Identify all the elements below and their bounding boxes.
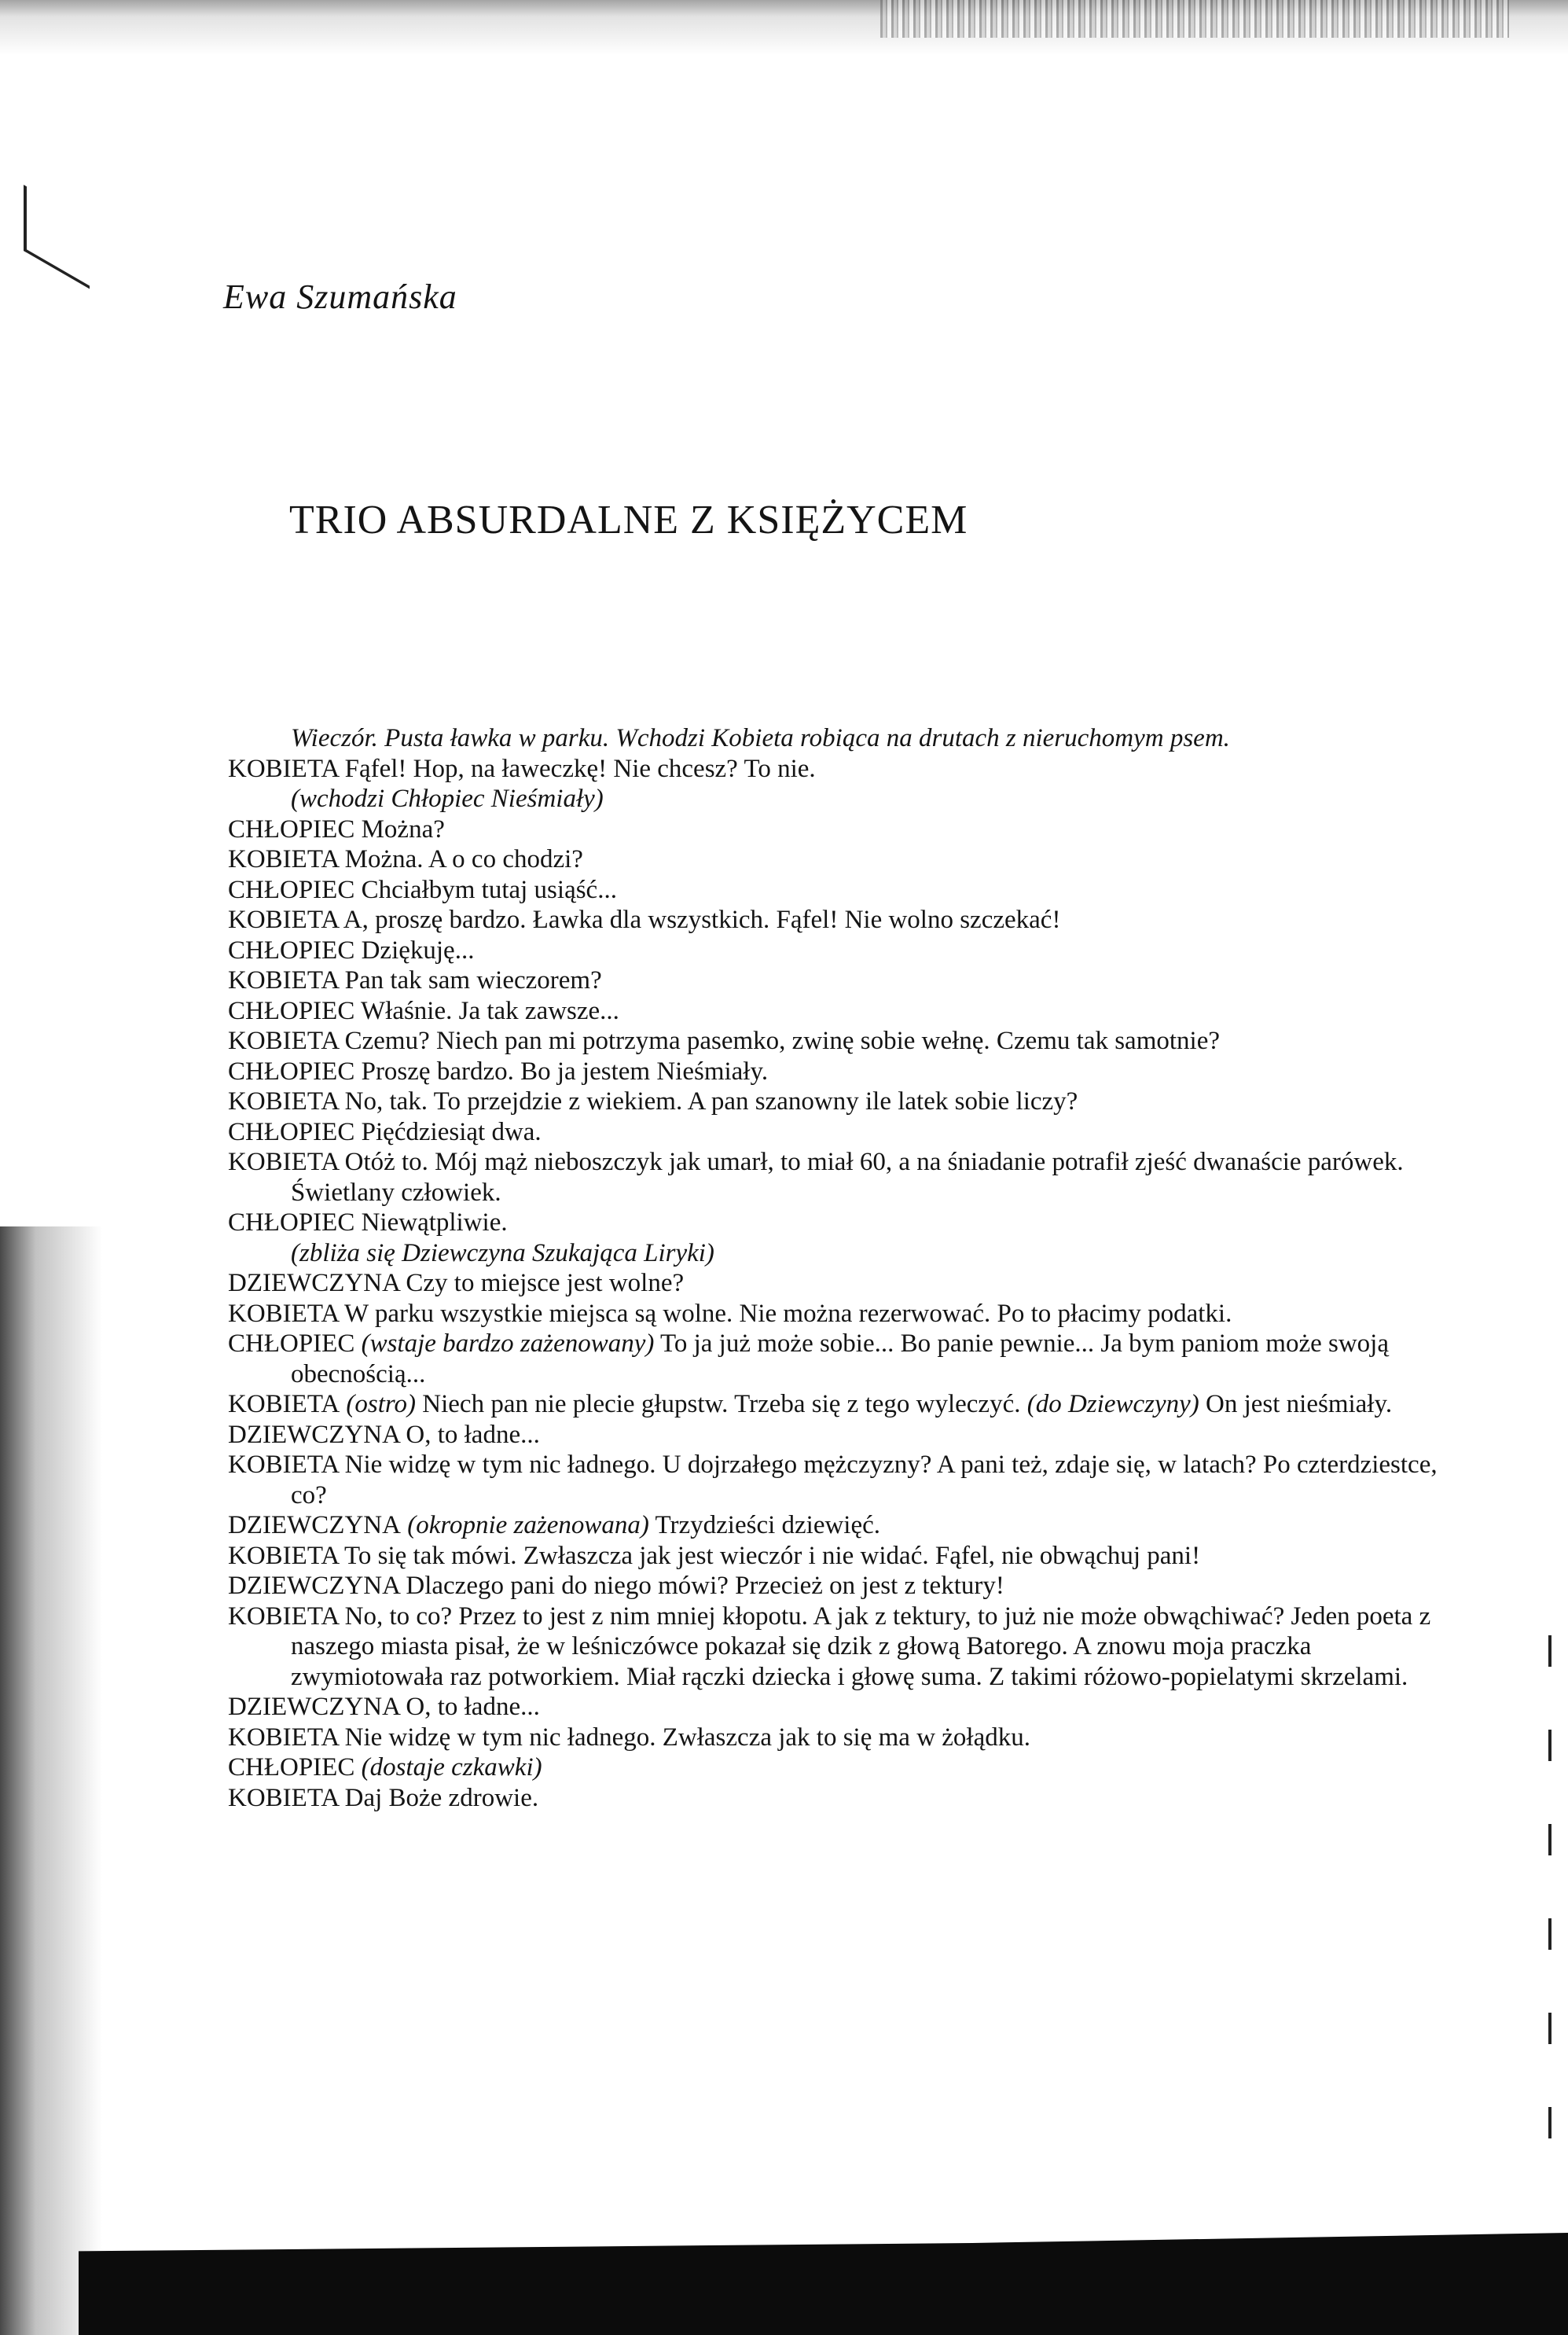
line-text: On jest nieśmiały. — [1199, 1390, 1393, 1418]
speaker-name: KOBIETA — [228, 1451, 339, 1479]
dialogue-line — [228, 1389, 1454, 1420]
line-text: Pięćdziesiąt dwa. — [354, 1117, 542, 1146]
line-text: Trzydzieści dziewięć. — [648, 1511, 881, 1539]
speaker-name: KOBIETA — [228, 906, 339, 934]
speaker-name: KOBIETA — [228, 1390, 340, 1418]
dialogue-line — [228, 1147, 1454, 1208]
speaker-name: CHŁOPIEC — [228, 1208, 355, 1237]
speaker-name: KOBIETA — [228, 966, 339, 995]
dialogue-line — [228, 936, 1454, 966]
line-text: Pan tak sam wieczorem? — [338, 966, 602, 995]
speaker-name: KOBIETA — [228, 1601, 339, 1631]
line-text: O, to ładne... — [399, 1420, 540, 1449]
dialogue-line — [228, 1117, 1454, 1148]
line-text: O, to ładne... — [399, 1693, 540, 1721]
inline-direction: (wstaje bardzo zażenowany) — [354, 1329, 655, 1358]
dialogue-line — [228, 1299, 1454, 1329]
dialogue-line — [228, 1601, 1454, 1693]
line-text: Fąfel! Hop, na ławeczkę! Nie chcesz? To nie. — [338, 754, 816, 783]
dialogue-line — [228, 844, 1454, 875]
speaker-name: CHŁOPIEC — [228, 1753, 355, 1782]
scan-bottom-shadow — [79, 2233, 1568, 2335]
line-text: Niech pan nie plecie głupstw. Trzeba się z tego wyleczyć. — [416, 1390, 1021, 1418]
dialogue-line — [228, 1329, 1454, 1389]
scan-right-edge-mark — [1548, 1635, 1551, 2138]
line-text: Dziękuję... — [354, 936, 475, 965]
dialogue-line — [228, 1057, 1454, 1087]
speaker-name: KOBIETA — [228, 845, 339, 873]
line-text: To ja już może sobie... Bo panie pewnie... Ja bym paniom może swoją obecnością... — [291, 1329, 1389, 1388]
line-text: Właśnie. Ja tak zawsze... — [354, 996, 619, 1025]
speaker-name: DZIEWCZYNA — [228, 1269, 400, 1297]
speaker-name: DZIEWCZYNA — [228, 1511, 401, 1539]
line-text: Nie widzę w tym nic ładnego. Zwłaszcza jak to się ma w żołądku. — [338, 1723, 1030, 1752]
line-text: To się tak mówi. Zwłaszcza jak jest wieczór i nie widać. Fąfel, nie obwąchuj pani! — [338, 1541, 1201, 1570]
speaker-name: KOBIETA — [228, 1148, 339, 1176]
dialogue-line — [228, 1692, 1454, 1723]
inline-direction: (dostaje czkawki) — [354, 1753, 542, 1782]
dialogue-line — [228, 1723, 1454, 1753]
line-text: No, tak. To przejdzie z wiekiem. A pan szanowny ile latek sobie liczy? — [338, 1087, 1078, 1116]
speaker-name: CHŁOPIEC — [228, 996, 355, 1025]
opening-direction — [228, 723, 1454, 754]
dialogue-line — [228, 1268, 1454, 1299]
inline-direction: (do Dziewczyny) — [1020, 1390, 1199, 1418]
dialogue-line — [228, 1026, 1454, 1057]
dialogue-line — [228, 996, 1454, 1027]
speaker-name: DZIEWCZYNA — [228, 1693, 400, 1721]
stage-direction — [228, 784, 1454, 814]
line-text: No, to co? Przez to jest z nim mniej kłopotu. A jak z tektury, to już nie może obwąchiwać? Jeden poeta z naszego miasta pisał, że w leśniczówce pokazał się dzik z głową Batorego. A znowu moja praczka zwymiotowała raz potworkiem. Miał rączki dziecka i głowę suma. Z takimi różowo-popielatymi skrzelami. — [291, 1601, 1431, 1691]
line-text: Czy to miejsce jest wolne? — [399, 1269, 685, 1297]
line-text: Chciałbym tutaj usiąść... — [354, 875, 617, 904]
dialogue-line — [228, 965, 1454, 996]
direction-text: Wieczór. Pusta ławka w parku. Wchodzi Kobieta robiąca na drutach z nieruchomym psem. — [291, 724, 1230, 752]
scan-top-noise — [880, 0, 1509, 38]
dialogue-line — [228, 1541, 1454, 1572]
line-text: Czemu? Niech pan mi potrzyma pasemko, zwinę sobie wełnę. Czemu tak samotnie? — [338, 1027, 1221, 1055]
speaker-name: CHŁOPIEC — [228, 1117, 355, 1146]
line-text: Otóż to. Mój mąż nieboszczyk jak umarł, to miał 60, a na śniadanie potrafił zjeść dwanaście parówek. Świetlany człowiek. — [291, 1148, 1404, 1207]
line-text: A, proszę bardzo. Ławka dla wszystkich. Fąfel! Nie wolno szczekać! — [338, 906, 1061, 934]
line-text: Daj Boże zdrowie. — [338, 1783, 539, 1812]
line-text: Można. A o co chodzi? — [338, 845, 583, 873]
stage-direction — [228, 1238, 1454, 1269]
dialogue-line — [228, 754, 1454, 785]
direction-text: (zbliża się Dziewczyna Szukająca Liryki) — [291, 1238, 714, 1267]
line-text: W parku wszystkie miejsca są wolne. Nie można rezerwować. Po to płacimy podatki. — [338, 1299, 1232, 1328]
speaker-name: KOBIETA — [228, 754, 339, 783]
play-title: TRIO ABSURDALNE Z KSIĘŻYCEM — [289, 498, 968, 542]
dialogue-line — [228, 1208, 1454, 1238]
dialogue-line — [228, 1752, 1454, 1783]
speaker-name: CHŁOPIEC — [228, 936, 355, 965]
line-text: Proszę bardzo. Bo ja jestem Nieśmiały. — [354, 1057, 769, 1086]
dialogue-line — [228, 875, 1454, 906]
speaker-name: CHŁOPIEC — [228, 814, 355, 844]
speaker-name: KOBIETA — [228, 1541, 339, 1570]
speaker-name: DZIEWCZYNA — [228, 1572, 400, 1600]
direction-text: (wchodzi Chłopiec Nieśmiały) — [291, 785, 604, 813]
speaker-name: KOBIETA — [228, 1087, 339, 1116]
dialogue-line — [228, 1783, 1454, 1814]
dialogue-line — [228, 1571, 1454, 1601]
dialogue-line — [228, 1420, 1454, 1451]
speaker-name: CHŁOPIEC — [228, 875, 355, 904]
line-text: Nie widzę w tym nic ładnego. U dojrzałego mężczyzny? A pani też, zdaje się, w latach? Po czterdziestce, co? — [291, 1451, 1438, 1509]
dialogue-line — [228, 1087, 1454, 1117]
speaker-name: CHŁOPIEC — [228, 1057, 355, 1086]
scan-corner-mark — [24, 185, 90, 289]
inline-direction: (ostro) — [340, 1390, 417, 1418]
speaker-name: DZIEWCZYNA — [228, 1420, 400, 1449]
speaker-name: KOBIETA — [228, 1723, 339, 1752]
line-text: Niewątpliwie. — [354, 1208, 508, 1237]
speaker-name: KOBIETA — [228, 1299, 339, 1328]
scan-left-edge-shadow — [0, 1226, 102, 2335]
speaker-name: KOBIETA — [228, 1783, 339, 1812]
line-text: Można? — [354, 814, 445, 844]
dialogue-line — [228, 905, 1454, 936]
speaker-name: KOBIETA — [228, 1027, 339, 1055]
inline-direction: (okropnie zażenowana) — [400, 1511, 649, 1539]
dialogue-line — [228, 814, 1454, 845]
line-text: Dlaczego pani do niego mówi? Przecież on jest z tektury! — [399, 1572, 1004, 1600]
author-name: Ewa Szumańska — [223, 278, 457, 316]
play-text — [228, 723, 1454, 1813]
dialogue-line — [228, 1450, 1454, 1510]
speaker-name: CHŁOPIEC — [228, 1329, 355, 1358]
dialogue-line — [228, 1510, 1454, 1541]
